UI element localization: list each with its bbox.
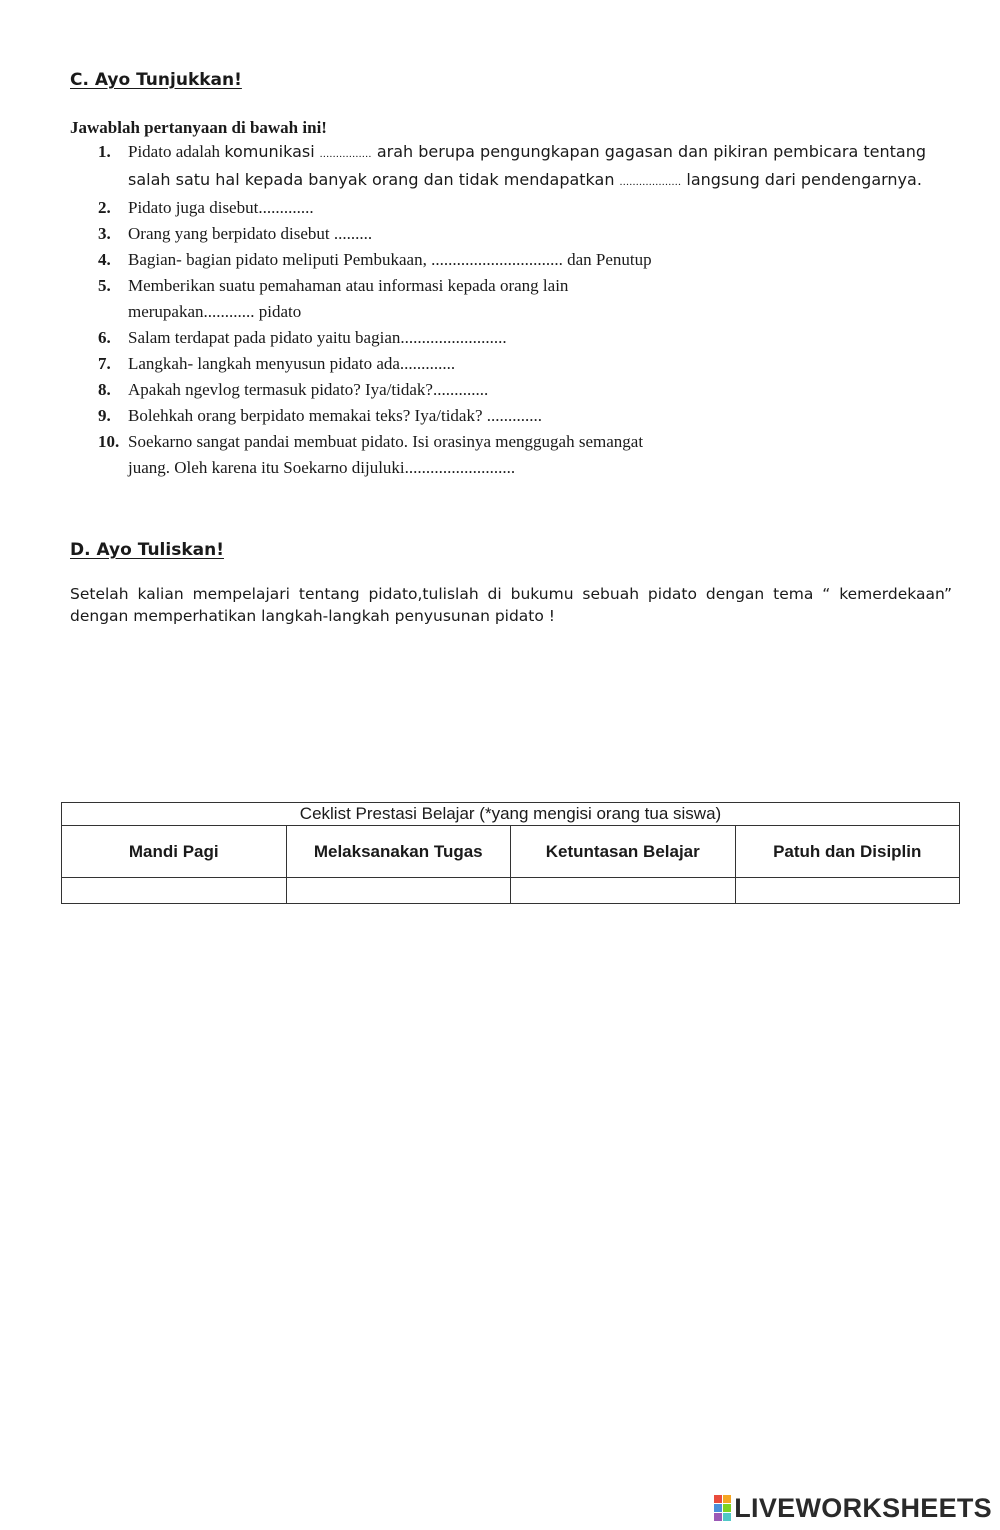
question-number: 4. [98, 250, 111, 269]
question-9 [98, 403, 958, 429]
checklist-header-row [62, 826, 960, 878]
answer-cell-mandi-pagi[interactable] [62, 878, 287, 904]
column-header-ketuntasan-belajar: Ketuntasan Belajar [511, 826, 736, 878]
question-8 [98, 377, 958, 403]
checklist-caption: Ceklist Prestasi Belajar (*yang mengisi orang tua siswa) [62, 803, 960, 826]
section-c-instruction: Jawablah pertanyaan di bawah ini! [70, 118, 327, 137]
question-number: 6. [98, 328, 111, 347]
question-10 [98, 429, 958, 481]
question-text-part: langsung dari pendengarnya. [681, 170, 922, 189]
section-c-title: C. Ayo Tunjukkan! [70, 70, 242, 90]
question-3 [98, 221, 958, 247]
question-number: 10. [98, 432, 120, 451]
answer-blank[interactable]: ................ [319, 148, 372, 160]
question-2 [98, 195, 958, 221]
question-number: 1. [98, 142, 111, 161]
question-text: Langkah- langkah menyusun pidato ada............. [128, 354, 456, 373]
logo-blocks-icon [714, 1495, 731, 1521]
logo-text: LIVEWORKSHEETS [734, 1492, 992, 1523]
question-text: Apakah ngevlog termasuk pidato? Iya/tidak?............. [128, 380, 489, 399]
question-7 [98, 351, 958, 377]
question-number: 5. [98, 276, 111, 295]
question-list [98, 139, 958, 481]
column-header-patuh-disiplin: Patuh dan Disiplin [735, 826, 960, 878]
answer-cell-melaksanakan-tugas[interactable] [286, 878, 511, 904]
question-text: Salam terdapat pada pidato yaitu bagian......................... [128, 328, 507, 347]
question-1 [98, 139, 958, 195]
question-4 [98, 247, 958, 273]
logo-block [714, 1513, 722, 1521]
checklist-table [61, 802, 960, 904]
logo-block [723, 1513, 731, 1521]
question-number: 7. [98, 354, 111, 373]
question-number: 8. [98, 380, 111, 399]
question-text-line: Soekarno sangat pandai membuat pidato. Isi orasinya menggugah semangat [128, 432, 644, 451]
section-d-instruction: Setelah kalian mempelajari tentang pidato,tulislah di bukumu sebuah pidato dengan tema “ kemerdekaan” dengan memperhatikan langkah-langkah penyusunan pidato ! [70, 585, 952, 625]
logo-block [723, 1504, 731, 1512]
checklist-answer-row [62, 878, 960, 904]
answer-cell-ketuntasan-belajar[interactable] [511, 878, 736, 904]
question-text-part: arah berupa pengungkapan gagasan dan pikiran pembicara tentang salah satu hal kepada banyak orang dan tidak mendapatkan [128, 142, 927, 189]
question-6 [98, 325, 958, 351]
question-text: Pidato juga disebut............. [128, 198, 314, 217]
question-text-part: komunikasi [224, 142, 320, 161]
question-text-line: juang. Oleh karena itu Soekarno dijuluki.......................... [128, 458, 516, 477]
question-text-line: merupakan............ pidato [128, 302, 302, 321]
liveworksheets-logo [714, 1494, 992, 1522]
section-d-title: D. Ayo Tuliskan! [70, 540, 224, 560]
logo-block [714, 1495, 722, 1503]
logo-block [723, 1495, 731, 1503]
question-text: Bagian- bagian pidato meliputi Pembukaan, ............................... dan Penutup [128, 250, 652, 269]
answer-blank[interactable]: ................... [619, 176, 682, 188]
question-number: 3. [98, 224, 111, 243]
question-5 [98, 273, 958, 325]
question-text-part: Pidato adalah [128, 142, 225, 161]
question-text: Orang yang berpidato disebut ......... [128, 224, 373, 243]
logo-block [714, 1504, 722, 1512]
column-header-melaksanakan-tugas: Melaksanakan Tugas [286, 826, 511, 878]
question-number: 9. [98, 406, 111, 425]
checklist-caption-row [62, 803, 960, 826]
question-text: Bolehkah orang berpidato memakai teks? Iya/tidak? ............. [128, 406, 543, 425]
question-text [128, 142, 926, 189]
answer-cell-patuh-disiplin[interactable] [735, 878, 960, 904]
question-number: 2. [98, 198, 111, 217]
column-header-mandi-pagi: Mandi Pagi [62, 826, 287, 878]
question-text-line: Memberikan suatu pemahaman atau informasi kepada orang lain [128, 276, 569, 295]
